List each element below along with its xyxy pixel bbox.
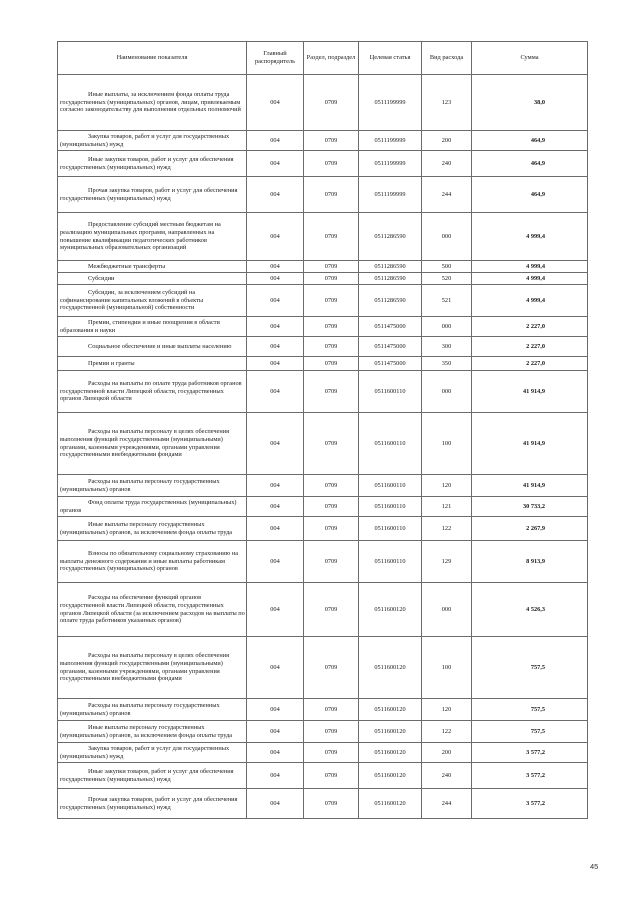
row-sum-cell: 4 999,4	[472, 273, 588, 285]
row-kind-cell: 200	[422, 131, 472, 151]
table-row	[58, 261, 588, 273]
row-target-cell: 0511286590	[359, 213, 422, 261]
table-row	[58, 497, 588, 517]
row-admin-cell: 004	[247, 497, 304, 517]
budget-table	[57, 41, 588, 819]
row-sum-cell: 757,5	[472, 637, 588, 699]
row-admin-cell: 004	[247, 337, 304, 357]
row-section-cell: 0709	[304, 413, 359, 475]
row-sum-cell: 464,9	[472, 131, 588, 151]
row-kind-cell: 240	[422, 763, 472, 789]
row-kind-cell: 200	[422, 743, 472, 763]
row-target-cell: 0511600120	[359, 699, 422, 721]
row-kind-cell: 244	[422, 789, 472, 819]
row-name-cell: Расходы на выплаты по оплате труда работников органов государственной власти Липецкой области, государственных органов Липецкой области	[58, 371, 247, 413]
row-kind-cell: 300	[422, 337, 472, 357]
row-target-cell: 0511286590	[359, 285, 422, 317]
row-admin-cell: 004	[247, 517, 304, 541]
table-row	[58, 177, 588, 213]
row-admin-cell: 004	[247, 763, 304, 789]
row-section-cell: 0709	[304, 273, 359, 285]
row-name-cell: Премии, стипендии и иные поощрения в области образования и науки	[58, 317, 247, 337]
row-name-cell: Предоставление субсидий местным бюджетам на реализацию муниципальных программ, направленных на повышение квалификации педагогических работников муниципальных образовательных организаций	[58, 213, 247, 261]
row-name-cell: Расходы на выплаты персоналу в целях обеспечения выполнения функций государственными (муниципальными) органами, казенными учреждениями, органами управления государственными внебюджетными фондами	[58, 637, 247, 699]
row-kind-cell: 240	[422, 151, 472, 177]
table-row	[58, 413, 588, 475]
row-kind-cell: 000	[422, 213, 472, 261]
row-sum-cell: 3 577,2	[472, 763, 588, 789]
row-name-cell: Расходы на выплаты персоналу государственных (муниципальных) органов	[58, 475, 247, 497]
row-sum-cell: 4 999,4	[472, 213, 588, 261]
table-row	[58, 213, 588, 261]
row-target-cell: 0511475000	[359, 317, 422, 337]
row-name-cell: Субсидии, за исключением субсидий на софинансирование капитальных вложений в объекты государственной (муниципальной) собственности	[58, 285, 247, 317]
row-target-cell: 0511199999	[359, 151, 422, 177]
row-section-cell: 0709	[304, 763, 359, 789]
row-name-cell: Премии и гранты	[58, 357, 247, 371]
row-admin-cell: 004	[247, 131, 304, 151]
row-sum-cell: 757,5	[472, 699, 588, 721]
table-row	[58, 131, 588, 151]
table-row	[58, 699, 588, 721]
row-admin-cell: 004	[247, 261, 304, 273]
header-kind: Вид расхода	[422, 42, 472, 75]
table-row	[58, 743, 588, 763]
row-admin-cell: 004	[247, 743, 304, 763]
row-section-cell: 0709	[304, 517, 359, 541]
row-target-cell: 0511286590	[359, 261, 422, 273]
row-section-cell: 0709	[304, 789, 359, 819]
row-sum-cell: 2 227,0	[472, 337, 588, 357]
row-kind-cell: 129	[422, 541, 472, 583]
row-section-cell: 0709	[304, 213, 359, 261]
row-section-cell: 0709	[304, 75, 359, 131]
row-section-cell: 0709	[304, 637, 359, 699]
table-row	[58, 357, 588, 371]
row-target-cell: 0511286590	[359, 273, 422, 285]
row-section-cell: 0709	[304, 177, 359, 213]
row-section-cell: 0709	[304, 541, 359, 583]
row-section-cell: 0709	[304, 151, 359, 177]
row-sum-cell: 4 999,4	[472, 285, 588, 317]
row-admin-cell: 004	[247, 475, 304, 497]
table-row	[58, 273, 588, 285]
table-row	[58, 75, 588, 131]
row-kind-cell: 120	[422, 699, 472, 721]
row-sum-cell: 757,5	[472, 721, 588, 743]
row-kind-cell: 121	[422, 497, 472, 517]
row-sum-cell: 464,9	[472, 151, 588, 177]
row-kind-cell: 520	[422, 273, 472, 285]
row-name-cell: Расходы на выплаты персоналу государственных (муниципальных) органов	[58, 699, 247, 721]
row-sum-cell: 8 913,9	[472, 541, 588, 583]
table-row	[58, 151, 588, 177]
row-sum-cell: 464,9	[472, 177, 588, 213]
header-sum: Сумма	[472, 42, 588, 75]
row-target-cell: 0511600120	[359, 721, 422, 743]
row-sum-cell: 41 914,9	[472, 371, 588, 413]
row-kind-cell: 350	[422, 357, 472, 371]
row-name-cell: Закупка товаров, работ и услуг для государственных (муниципальных) нужд	[58, 743, 247, 763]
row-sum-cell: 41 914,9	[472, 475, 588, 497]
row-name-cell: Расходы на выплаты персоналу в целях обеспечения выполнения функций государственными (муниципальными) органами, казенными учреждениями, органами управления государственными внебюджетными фондами	[58, 413, 247, 475]
row-kind-cell: 000	[422, 317, 472, 337]
header-admin: Главный распорядитель	[247, 42, 304, 75]
row-name-cell: Прочая закупка товаров, работ и услуг для обеспечения государственных (муниципальных) нужд	[58, 789, 247, 819]
row-target-cell: 0511600110	[359, 371, 422, 413]
row-sum-cell: 41 914,9	[472, 413, 588, 475]
table-row	[58, 583, 588, 637]
row-kind-cell: 120	[422, 475, 472, 497]
row-sum-cell: 4 999,4	[472, 261, 588, 273]
table-row	[58, 789, 588, 819]
row-sum-cell: 3 577,2	[472, 789, 588, 819]
row-target-cell: 0511600110	[359, 413, 422, 475]
row-section-cell: 0709	[304, 497, 359, 517]
row-section-cell: 0709	[304, 261, 359, 273]
row-name-cell: Прочая закупка товаров, работ и услуг для обеспечения государственных (муниципальных) нужд	[58, 177, 247, 213]
row-target-cell: 0511600110	[359, 475, 422, 497]
row-name-cell: Закупка товаров, работ и услуг для государственных (муниципальных) нужд	[58, 131, 247, 151]
row-admin-cell: 004	[247, 357, 304, 371]
header-name: Наименование показателя	[58, 42, 247, 75]
row-name-cell: Расходы на обеспечение функций органов государственной власти Липецкой области, государственных органов Липецкой области (за исключением расходов на выплаты по оплате труда работников указанных органов)	[58, 583, 247, 637]
row-section-cell: 0709	[304, 317, 359, 337]
row-section-cell: 0709	[304, 583, 359, 637]
row-target-cell: 0511199999	[359, 177, 422, 213]
row-admin-cell: 004	[247, 413, 304, 475]
row-section-cell: 0709	[304, 371, 359, 413]
row-admin-cell: 004	[247, 317, 304, 337]
table-row	[58, 517, 588, 541]
row-name-cell: Межбюджетные трансферты	[58, 261, 247, 273]
table-row	[58, 285, 588, 317]
row-name-cell: Социальное обеспечение и иные выплаты населению	[58, 337, 247, 357]
row-kind-cell: 100	[422, 637, 472, 699]
row-section-cell: 0709	[304, 131, 359, 151]
table-row	[58, 721, 588, 743]
row-admin-cell: 004	[247, 789, 304, 819]
row-name-cell: Иные закупки товаров, работ и услуг для обеспечения государственных (муниципальных) нужд	[58, 151, 247, 177]
table-row	[58, 371, 588, 413]
row-admin-cell: 004	[247, 213, 304, 261]
row-admin-cell: 004	[247, 177, 304, 213]
budget-table-sheet	[57, 41, 587, 819]
row-name-cell: Иные выплаты персоналу государственных (муниципальных) органов, за исключением фонда оплаты труда	[58, 721, 247, 743]
row-name-cell: Взносы по обязательному социальному страхованию на выплаты денежного содержания и иные выплаты работникам государственных (муниципальных) органов	[58, 541, 247, 583]
row-target-cell: 0511600120	[359, 743, 422, 763]
row-target-cell: 0511600110	[359, 541, 422, 583]
row-name-cell: Субсидии	[58, 273, 247, 285]
row-target-cell: 0511199999	[359, 75, 422, 131]
row-admin-cell: 004	[247, 151, 304, 177]
row-sum-cell: 4 526,3	[472, 583, 588, 637]
row-sum-cell: 30 733,2	[472, 497, 588, 517]
row-kind-cell: 000	[422, 583, 472, 637]
row-target-cell: 0511600110	[359, 497, 422, 517]
row-sum-cell: 38,0	[472, 75, 588, 131]
row-kind-cell: 000	[422, 371, 472, 413]
row-section-cell: 0709	[304, 285, 359, 317]
row-kind-cell: 122	[422, 517, 472, 541]
row-kind-cell: 123	[422, 75, 472, 131]
row-target-cell: 0511199999	[359, 131, 422, 151]
row-target-cell: 0511600120	[359, 789, 422, 819]
row-sum-cell: 2 227,0	[472, 357, 588, 371]
row-admin-cell: 004	[247, 75, 304, 131]
row-kind-cell: 521	[422, 285, 472, 317]
table-row	[58, 637, 588, 699]
row-kind-cell: 100	[422, 413, 472, 475]
table-row	[58, 317, 588, 337]
table-row	[58, 763, 588, 789]
row-kind-cell: 244	[422, 177, 472, 213]
row-target-cell: 0511600120	[359, 637, 422, 699]
row-admin-cell: 004	[247, 371, 304, 413]
row-admin-cell: 004	[247, 699, 304, 721]
row-section-cell: 0709	[304, 743, 359, 763]
row-target-cell: 0511475000	[359, 337, 422, 357]
row-section-cell: 0709	[304, 357, 359, 371]
row-admin-cell: 004	[247, 541, 304, 583]
row-kind-cell: 500	[422, 261, 472, 273]
table-header-row	[58, 42, 588, 75]
table-row	[58, 475, 588, 497]
page-number: 45	[590, 862, 599, 871]
row-target-cell: 0511600110	[359, 517, 422, 541]
row-admin-cell: 004	[247, 637, 304, 699]
table-row	[58, 541, 588, 583]
row-name-cell: Фонд оплаты труда государственных (муниципальных) органов	[58, 497, 247, 517]
row-admin-cell: 004	[247, 285, 304, 317]
row-sum-cell: 2 267,9	[472, 517, 588, 541]
row-sum-cell: 2 227,0	[472, 317, 588, 337]
row-section-cell: 0709	[304, 475, 359, 497]
row-sum-cell: 3 577,2	[472, 743, 588, 763]
row-section-cell: 0709	[304, 337, 359, 357]
row-target-cell: 0511475000	[359, 357, 422, 371]
row-admin-cell: 004	[247, 721, 304, 743]
row-target-cell: 0511600120	[359, 763, 422, 789]
row-target-cell: 0511600120	[359, 583, 422, 637]
header-section: Раздел, подраздел	[304, 42, 359, 75]
header-target: Целевая статья	[359, 42, 422, 75]
row-section-cell: 0709	[304, 721, 359, 743]
row-name-cell: Иные выплаты персоналу государственных (муниципальных) органов, за исключением фонда оплаты труда	[58, 517, 247, 541]
row-section-cell: 0709	[304, 699, 359, 721]
row-admin-cell: 004	[247, 273, 304, 285]
row-name-cell: Иные закупки товаров, работ и услуг для обеспечения государственных (муниципальных) нужд	[58, 763, 247, 789]
table-row	[58, 337, 588, 357]
row-kind-cell: 122	[422, 721, 472, 743]
row-name-cell: Иные выплаты, за исключением фонда оплаты труда государственных (муниципальных) органов, лицам, привлекаемым согласно законодательству для выполнения отдельных полномочий	[58, 75, 247, 131]
row-admin-cell: 004	[247, 583, 304, 637]
